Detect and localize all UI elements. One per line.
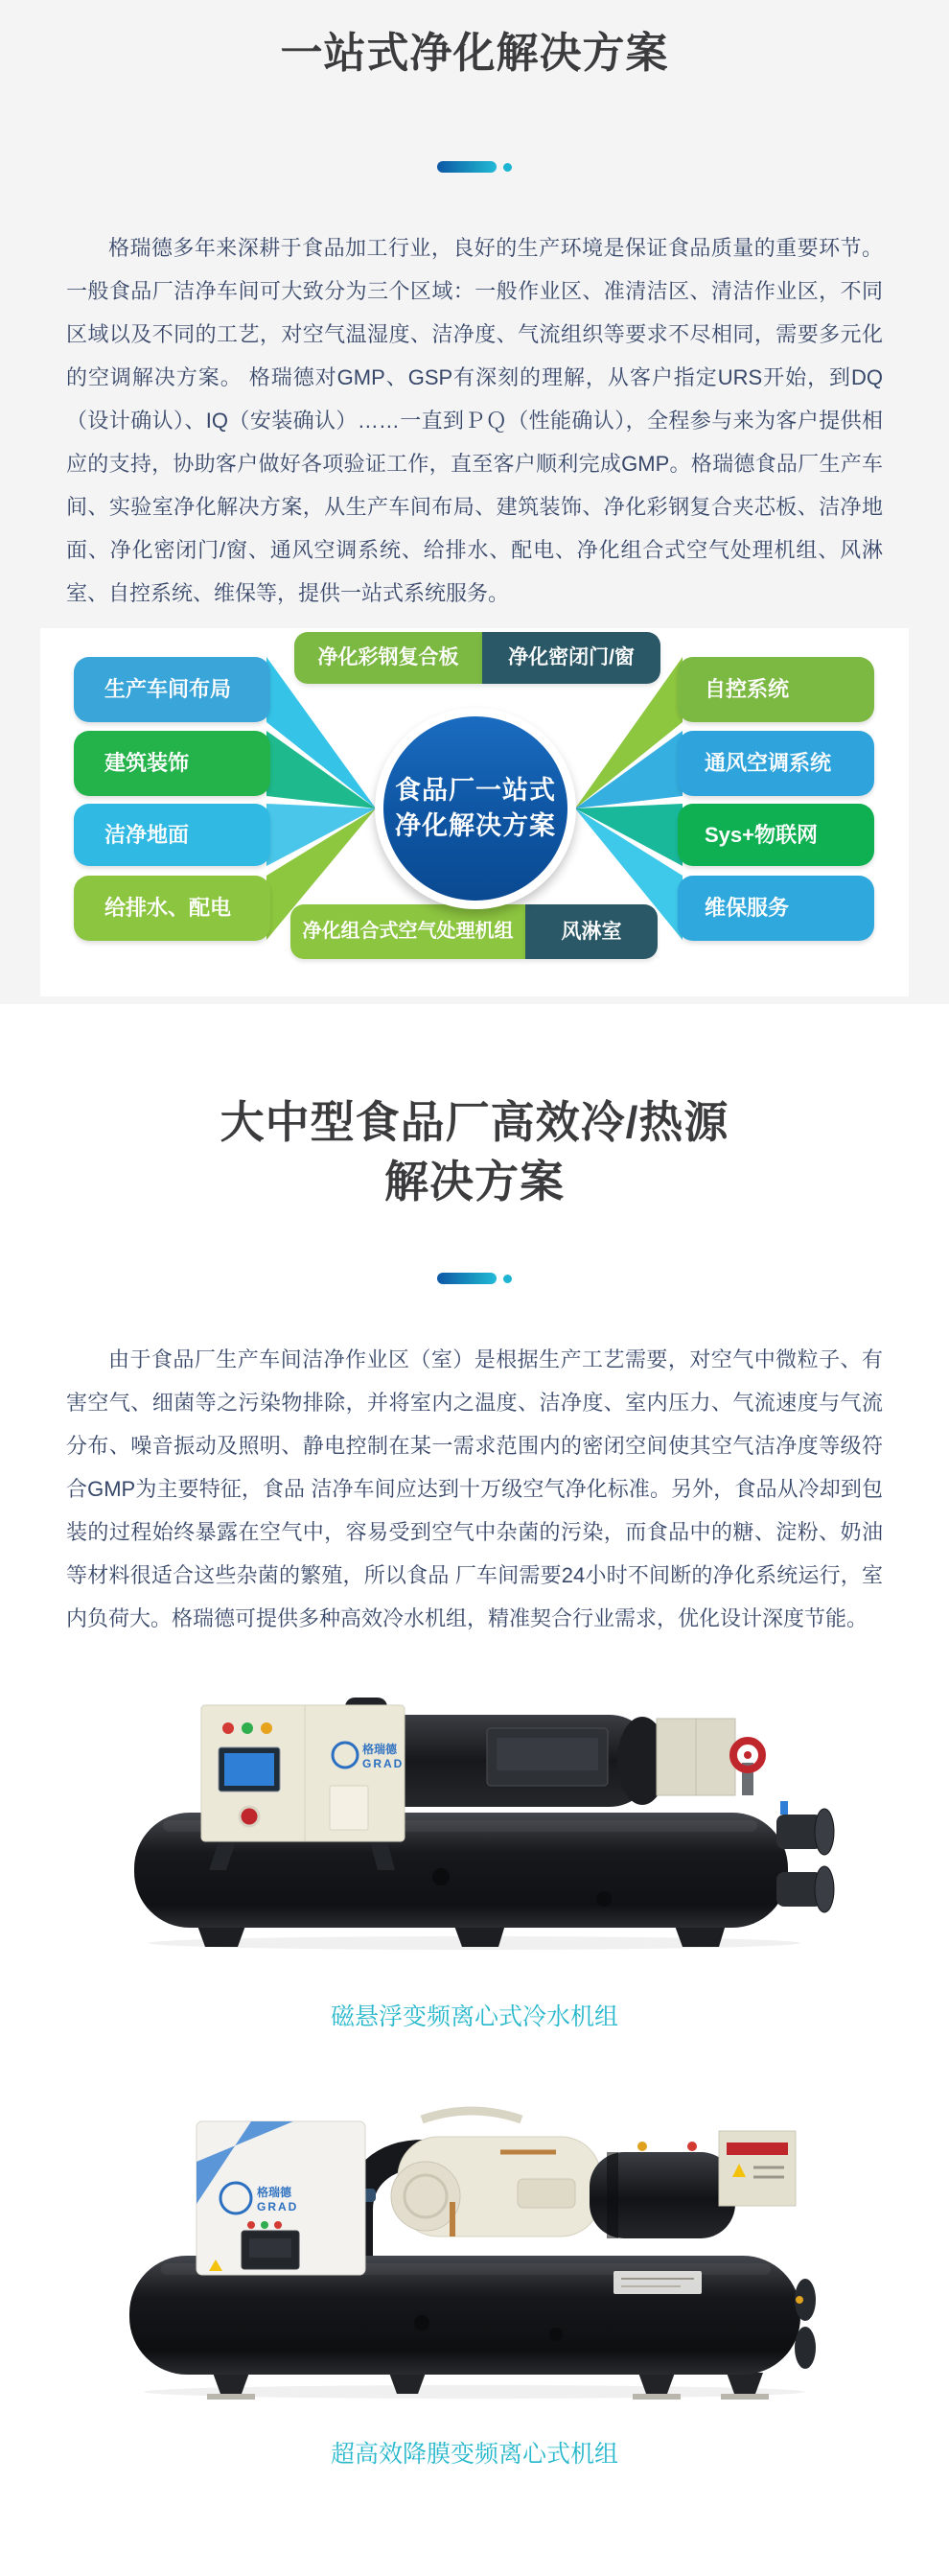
product1-caption: 磁悬浮变频离心式冷水机组 — [330, 2003, 618, 2030]
section2-title — [0, 1092, 949, 1211]
drive-motor — [590, 2142, 735, 2238]
title-underline-decoration — [0, 161, 949, 173]
title-underline-decoration — [0, 1273, 949, 1284]
diagram-item-sys-iot: Sys+物联网 — [678, 804, 874, 866]
product-photo-maglev-chiller — [105, 1671, 844, 1951]
section2-title-line1: 大中型食品厂高效冷/热源 — [220, 1097, 729, 1147]
diagram-item-air-shower: 风淋室 — [525, 904, 658, 959]
diagram-item-color-steel-panel: 净化彩钢复合板 — [294, 632, 482, 684]
diagram-item-sealed-doors-windows: 净化密闭门/窗 — [482, 632, 660, 684]
diagram-item-building-decoration: 建筑装饰 — [74, 731, 270, 796]
diagram-center-line1: 食品厂一站式 — [395, 776, 556, 805]
brand-cn-label: 格瑞德 — [257, 2186, 292, 2199]
diagram-item-hvac-system: 通风空调系统 — [678, 731, 874, 796]
section2-title-line2: 解决方案 — [384, 1157, 565, 1206]
dash-dot-decoration — [503, 163, 512, 172]
dash-pill-decoration — [437, 161, 497, 173]
dash-dot-decoration — [503, 1275, 512, 1283]
section1-title: 一站式净化解决方案 — [280, 30, 669, 77]
diagram-center-line2: 净化解决方案 — [395, 811, 556, 840]
red-valve — [733, 1741, 762, 1795]
purification-section — [0, 0, 949, 1004]
junction-box — [719, 2131, 796, 2206]
section2-paragraph: 由于食品厂生产车间洁净作业区（室）是根据生产工艺需要，对空气中微粒子、有害空气、细菌等之污染物排除，并将室内之温度、洁净度、室内压力、气流速度与气流分布、噪音振动及照明、静电控制在某一需求范围内的密闭空间使其空气洁净度等级符合GMP为主要特征，食品 洁净车间应达到十万级空气净化标准。另外，食品从冷却到包装的过程始终暴露在空气中，容易受到空气中杂菌的污染，而食品中的糖、淀粉、奶油等材料很适合这些杂菌的繁殖，所以食品 厂车间需要24小时不间断的净化系统运行，室内负荷大。格瑞德可提供多种高效冷水机组，精准契合行业需求，优化设计深度节能。 — [66, 1347, 883, 1630]
one-stop-solution-diagram — [40, 628, 909, 996]
diagram-center-circle — [375, 708, 576, 909]
diagram-item-automation-system: 自控系统 — [678, 657, 874, 722]
section1-paragraph: 格瑞德多年来深耕于食品加工行业，良好的生产环境是保证食品质量的重要环节。一般食品厂洁净车间可大致分为三个区域：一般作业区、准清洁区、清洁作业区，不同区域以及不同的工艺，对空气温湿度、洁净度、气流组织等要求不尽相同，需要多元化的空调解决方案。 格瑞德对GMP、GSP有深刻的理解，从客户指定URS开始，到DQ（设计确认）、IQ（安装确认）……一直到ＰＱ（性能确认），全程参与来为客户提供相应的支持，协助客户做好各项验证工作，直至客户顺利完成GMP。格瑞德食品厂生产车间、实验室净化解决方案，从生产车间布局、建筑装饰、净化彩钢复合夹芯板、洁净地面、净化密闭门/窗、通风空调系统、给排水、配电、净化组合式空气处理机组、风淋室、自控系统、维保等，提供一站式系统服务。 — [66, 236, 883, 605]
control-cabinet — [197, 2121, 365, 2275]
brand-en-label: GRAD — [257, 2200, 299, 2213]
diagram-item-workshop-layout: 生产车间布局 — [74, 657, 270, 722]
diagram-item-maintenance-service: 维保服务 — [678, 876, 874, 941]
cold-heat-source-section — [0, 1004, 949, 2490]
diagram-item-water-power: 给排水、配电 — [74, 876, 270, 941]
product2-caption: 超高效降膜变频离心式机组 — [330, 2441, 618, 2468]
brand-en-label: GRAD — [362, 1757, 405, 1770]
centrifugal-compressor — [391, 2111, 601, 2236]
brand-cn-label: 格瑞德 — [362, 1743, 398, 1756]
product-photo-falling-film-chiller — [105, 2096, 844, 2400]
dash-pill-decoration — [437, 1273, 497, 1284]
diagram-item-air-handling-unit: 净化组合式空气处理机组 — [290, 904, 525, 959]
diagram-item-clean-floor: 洁净地面 — [74, 804, 270, 866]
